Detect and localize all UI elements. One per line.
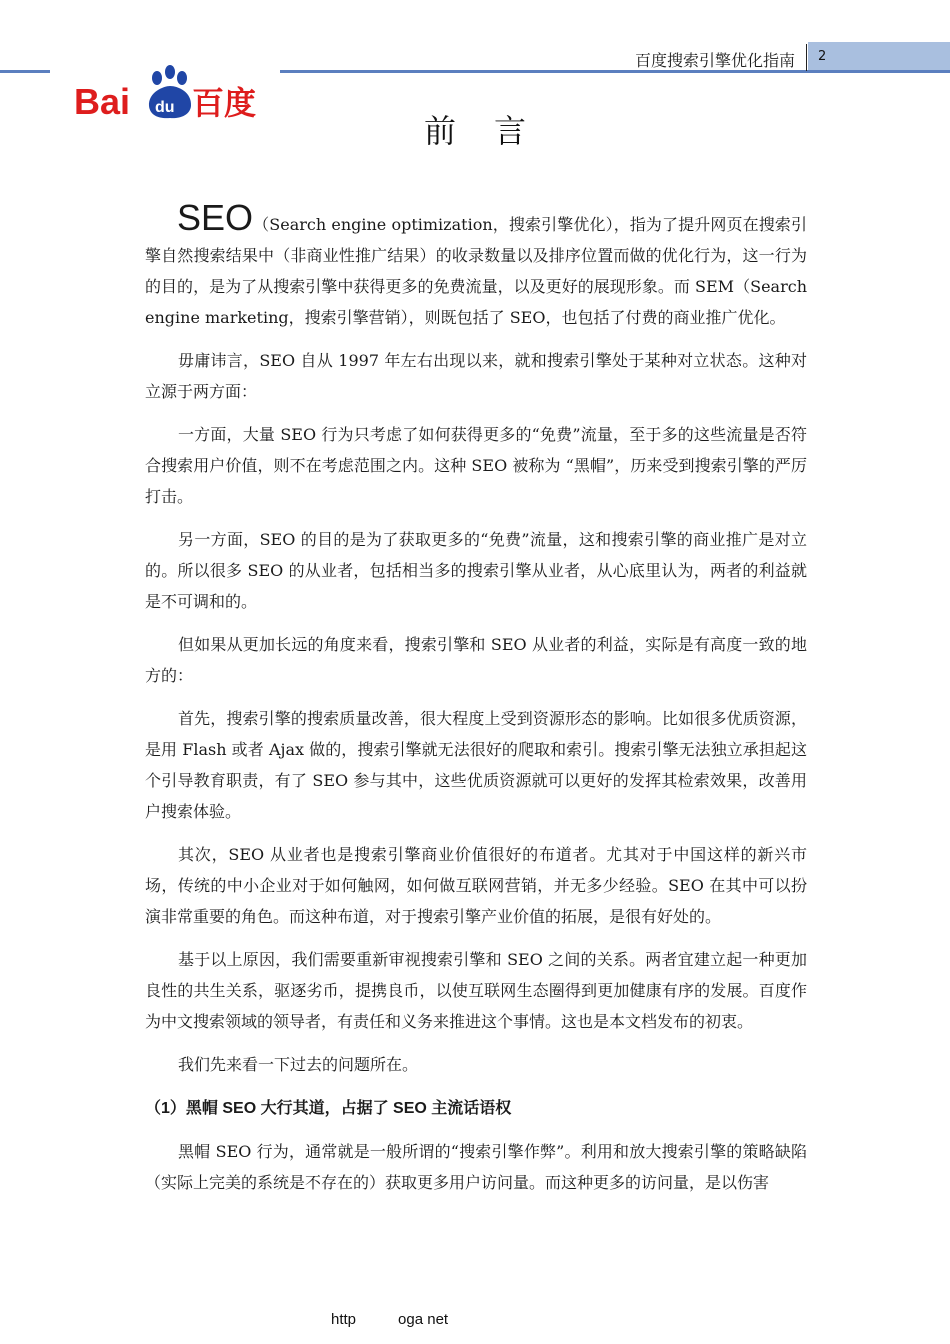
paragraph-2: 毋庸讳言，SEO 自从 1997 年左右出现以来，就和搜索引擎处于某种对立状态。这种对立源于两方面：: [145, 351, 807, 401]
logo-text-du: du: [155, 99, 175, 116]
paragraph-8: 基于以上原因，我们需要重新审视搜索引擎和 SEO 之间的关系。两者宜建立起一种更加良性的共生关系，驱逐劣币，提携良币，以使互联网生态圈得到更加健康有序的发展。百度作为中文搜索领域的领导者，有责任和义务来推进这个事情。这也是本文档发布的初衷。: [145, 950, 807, 1031]
header-separator: [806, 44, 807, 71]
paragraph-6: 首先，搜索引擎的搜索质量改善，很大程度上受到资源形态的影响。比如很多优质资源，是用 Flash 或者 Ajax 做的，搜索引擎就无法很好的爬取和索引。搜索引擎无法独立承担起这个引导教育职责，有了 SEO 参与其中，这些优质资源就可以更好的发挥其检索效果，改善用户搜索体验。: [145, 709, 807, 821]
logo-text-bai: Bai: [74, 81, 131, 122]
seo-drop-word: SEO: [177, 197, 254, 238]
section-heading-text: 黑帽 SEO 大行其道，占据了 SEO 主流话语权: [185, 1100, 512, 1117]
page-number: 2: [808, 42, 950, 70]
header-title: 百度搜索引擎优化指南: [634, 51, 795, 70]
footer-url-part-2: oga net: [398, 1311, 449, 1328]
footer-url: [331, 1311, 448, 1328]
paragraph-7: 其次，SEO 从业者也是搜索引擎商业价值很好的布道者。尤其对于中国这样的新兴市场，传统的中小企业对于如何触网，如何做互联网营销，并无多少经验。SEO 在其中可以扮演非常重要的角色。而这种布道，对于搜索引擎产业价值的拓展，是很有好处的。: [145, 845, 807, 926]
header-rule-right: [280, 70, 950, 73]
section-heading-1: [145, 1092, 807, 1124]
document-body: [145, 197, 807, 1210]
paragraph-5: 但如果从更加长远的角度来看，搜索引擎和 SEO 从业者的利益，实际是有高度一致的地方的：: [145, 635, 807, 685]
paragraph-1: [145, 197, 807, 333]
paragraph-1-text: （Search engine optimization，搜索引擎优化），指为了提升网页在搜索引擎自然搜索结果中（非商业性推广结果）的收录数量以及排序位置而做的优化行为，这一行为的目的，是为了从搜索引擎中获得更多的免费流量，以及更好的展现形象。而 SEM（Search engine marketing，搜索引擎营销），则既包括了 SEO，也包括了付费的商业推广优化。: [145, 215, 807, 327]
paragraph-4: 另一方面，SEO 的目的是为了获取更多的“免费”流量，这和搜索引擎的商业推广是对立的。所以很多 SEO 的从业者，包括相当多的搜索引擎从业者，从心底里认为，两者的利益就是不可调和的。: [145, 530, 807, 611]
paragraph-10: 黑帽 SEO 行为，通常就是一般所谓的“搜索引擎作弊”。利用和放大搜索引擎的策略缺陷（实际上完美的系统是不存在的）获取更多用户访问量。而这种更多的访问量，是以伤害: [145, 1142, 807, 1192]
page-title: 前言: [423, 112, 564, 150]
logo-text-cn: 百度: [192, 84, 257, 122]
footer-url-part-1: http: [331, 1311, 357, 1328]
header-rule-left: [0, 70, 50, 73]
paragraph-3: 一方面，大量 SEO 行为只考虑了如何获得更多的“免费”流量，至于多的这些流量是否符合搜索用户价值，则不在考虑范围之内。这种 SEO 被称为 “黑帽”，历来受到搜索引擎的严厉打击。: [145, 425, 807, 506]
paragraph-9: 我们先来看一下过去的问题所在。: [178, 1055, 419, 1074]
section-heading-number: （1）: [145, 1100, 186, 1117]
